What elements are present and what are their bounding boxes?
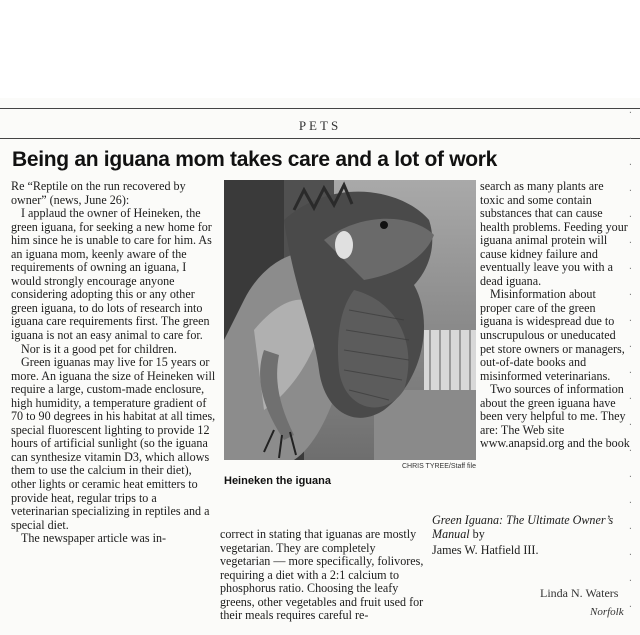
- paragraph: Green iguanas may live for 15 years or more. An iguana the size of Heineken will require a large, custom-made enclosure, high humidity, a temperature gradient of 70 to 90 degrees in his habitat at all times, special fluorescent lighting to provide 12 hours of artificial sunlight (so the iguana can synthesize vitamin D3, which allows them to use the calcium in their diet), other lights or ceramic heat emitters to provide heat, regular trips to a veterinarian specializing in reptiles and a special diet.: [11, 355, 216, 532]
- paragraph: search as many plants are toxic and some contain substances that can cause health problems. Feeding your iguana animal protein will cause kidney failure and eventually leave you with a dead iguana.: [480, 179, 628, 288]
- iguana-photo: [224, 180, 476, 460]
- headline: Being an iguana mom takes care and a lot of work: [12, 148, 498, 171]
- column-3: [480, 180, 630, 451]
- book-author: James W. Hatfield III.: [432, 543, 539, 558]
- photo-credit: CHRIS TYREE/Staff file: [401, 463, 476, 470]
- paragraph: correct in stating that iguanas are mostly vegetarian. They are completely vegetarian — more specifically, folivores, requiring a diet with a 2:1 calcium to phosphorus ratio. Choosing the leafy greens, other vegetables and fruit used for their meals requires careful re-: [220, 527, 424, 623]
- section-rule: [0, 138, 640, 139]
- top-rule: [0, 108, 640, 109]
- signature-city: Norfolk: [590, 606, 624, 618]
- photo-caption: Heineken the iguana: [224, 475, 331, 487]
- paragraph: I applaud the owner of Heineken, the green iguana, for seeking a new home for him since he is unable to care for him. As an iguana mom, keenly aware of the requirements of owning an iguana, I would strongly encourage anyone considering adopting this or any other green iguana, to do lots of research into iguana care requirements first. The green iguana is not an easy animal to care for.: [11, 206, 212, 343]
- iguana-photo-image: [224, 180, 476, 460]
- column-3-continued: [432, 474, 632, 558]
- paragraph: Re “Reptile on the run recovered by owner” (news, June 26):: [11, 179, 186, 207]
- section-label: PETS: [298, 118, 342, 133]
- column-2: [220, 528, 425, 623]
- paragraph: Nor is it a good pet for children.: [21, 341, 177, 356]
- by-word: by: [472, 526, 485, 541]
- book-citation: [432, 514, 632, 541]
- column-1: [11, 180, 217, 546]
- scan-edge-marks: · · · · · · · · · · · · · · · · · · · ·: [628, 108, 633, 611]
- book-title: Green Iguana: The Ultimate Owner’s Manual: [432, 513, 614, 541]
- paragraph: Two sources of information about the green iguana have been very helpful to me. They are: The Web site www.anapsid.org and the book: [480, 382, 630, 451]
- signature-name: Linda N. Waters: [540, 586, 619, 600]
- paragraph: Misinformation about proper care of the green iguana is widespread due to unscrupulous or uneducated pet store owners or managers, out-of-date books and misinformed veterinarians.: [480, 287, 625, 383]
- paragraph: The newspaper article was in-: [21, 531, 167, 546]
